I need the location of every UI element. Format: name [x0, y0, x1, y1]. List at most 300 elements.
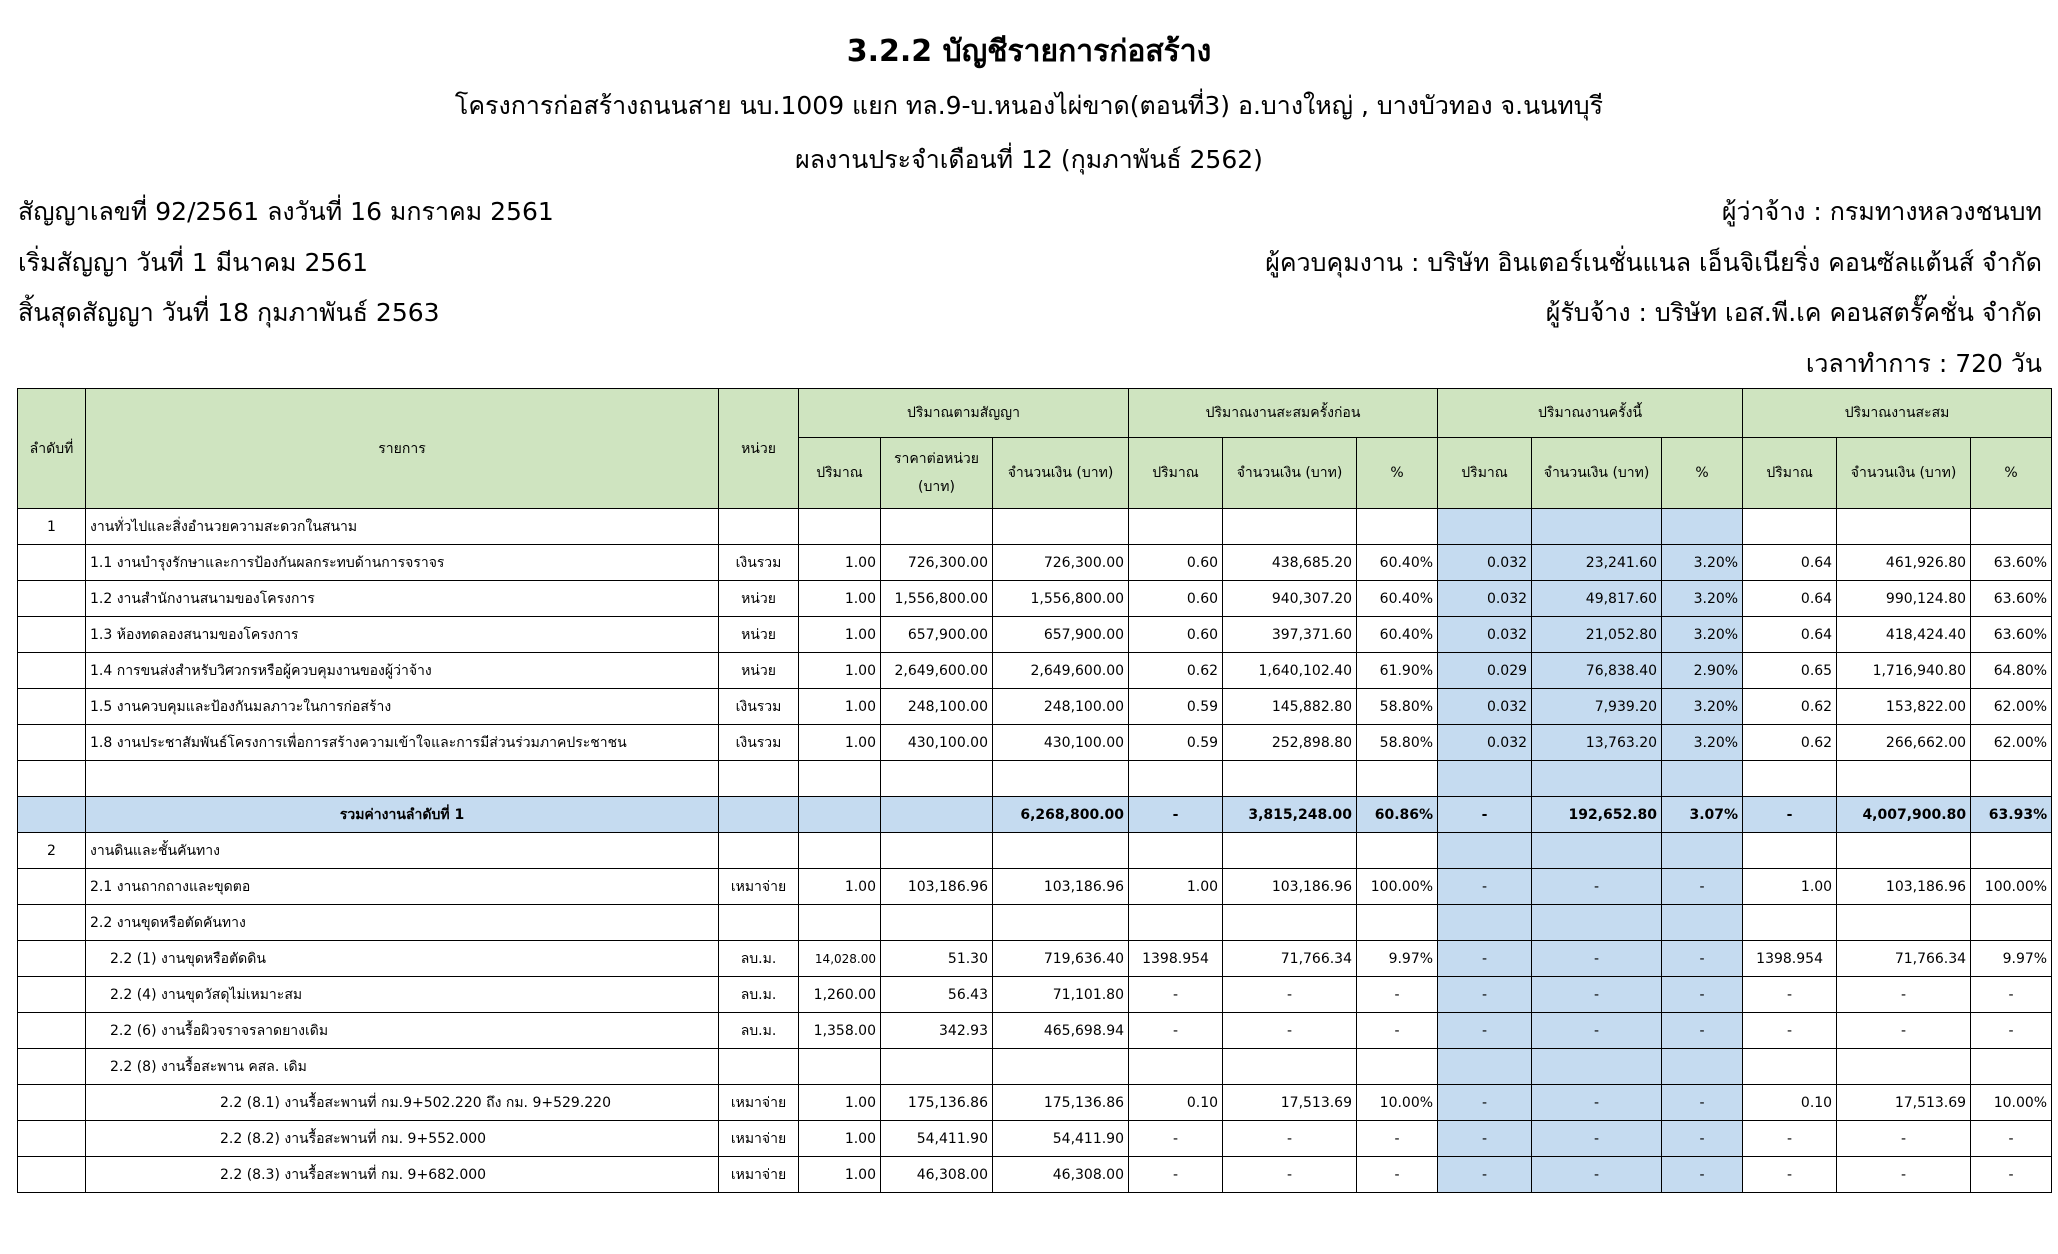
table-cell: 9.97% [1357, 941, 1438, 977]
table-cell: 0.032 [1438, 689, 1532, 725]
table-cell: 3.20% [1662, 581, 1743, 617]
table-cell [1837, 905, 1971, 941]
table-cell [18, 977, 86, 1013]
table-cell: - [1743, 797, 1837, 833]
table-cell: 0.032 [1438, 617, 1532, 653]
table-cell: 1.4 การขนส่งสำหรับวิศวกรหรือผู้ควบคุมงานของผู้ว่าจ้าง [86, 653, 719, 689]
table-cell: 192,652.80 [1532, 797, 1662, 833]
table-cell: 46,308.00 [993, 1157, 1129, 1193]
table-cell: - [1532, 1121, 1662, 1157]
table-cell: 1,260.00 [799, 977, 881, 1013]
table-cell [881, 509, 993, 545]
table-cell [18, 761, 86, 797]
table-cell [18, 653, 86, 689]
table-cell [1743, 905, 1837, 941]
table-row [18, 1049, 2052, 1085]
table-cell [1357, 833, 1438, 869]
table-cell: เหมาจ่าย [719, 1085, 799, 1121]
table-cell: - [1743, 1157, 1837, 1193]
table-cell [1357, 1049, 1438, 1085]
table-cell [719, 905, 799, 941]
table-cell: 2.2 (8) งานรื้อสะพาน คสล. เดิม [86, 1049, 719, 1085]
table-cell: - [1971, 1013, 2052, 1049]
table-cell [18, 689, 86, 725]
contract-end: สิ้นสุดสัญญา วันที่ 18 กุมภาพันธ์ 2563 [18, 298, 440, 327]
table-cell [1223, 905, 1357, 941]
table-cell: - [1662, 869, 1743, 905]
table-row [18, 617, 2052, 653]
table-cell: 0.60 [1129, 545, 1223, 581]
table-cell: 63.60% [1971, 545, 2052, 581]
table-cell: 248,100.00 [993, 689, 1129, 725]
table-cell: - [1438, 797, 1532, 833]
table-cell: 1.00 [799, 869, 881, 905]
table-cell: - [1438, 1121, 1532, 1157]
table-cell: - [1532, 1157, 1662, 1193]
table-cell: 1,640,102.40 [1223, 653, 1357, 689]
col-no-header: ลำดับที่ [18, 389, 86, 509]
table-cell: 266,662.00 [1837, 725, 1971, 761]
table-cell [1743, 833, 1837, 869]
table-cell [1971, 509, 2052, 545]
col-amount-header: จำนวนเงิน (บาท) [993, 438, 1129, 509]
table-cell: - [1971, 977, 2052, 1013]
table-cell: 100.00% [1971, 869, 2052, 905]
table-cell: 0.032 [1438, 581, 1532, 617]
table-cell: - [1438, 977, 1532, 1013]
col-amount-header: จำนวนเงิน (บาท) [1532, 438, 1662, 509]
table-cell [1357, 761, 1438, 797]
table-cell: 3.20% [1662, 545, 1743, 581]
table-cell [18, 797, 86, 833]
table-cell: 175,136.86 [881, 1085, 993, 1121]
table-cell: 0.64 [1743, 581, 1837, 617]
table-cell: 71,766.34 [1223, 941, 1357, 977]
table-cell: 2.2 (8.3) งานรื้อสะพานที่ กม. 9+682.000 [86, 1157, 719, 1193]
table-cell: 2.2 (8.2) งานรื้อสะพานที่ กม. 9+552.000 [86, 1121, 719, 1157]
table-cell: 7,939.20 [1532, 689, 1662, 725]
table-cell: 430,100.00 [881, 725, 993, 761]
table-row [18, 545, 2052, 581]
table-cell: 103,186.96 [1223, 869, 1357, 905]
table-cell [1223, 1049, 1357, 1085]
table-cell: 13,763.20 [1532, 725, 1662, 761]
table-cell: 1.00 [799, 581, 881, 617]
col-qty-header: ปริมาณ [1743, 438, 1837, 509]
table-cell: เงินรวม [719, 545, 799, 581]
table-cell: 0.64 [1743, 545, 1837, 581]
table-cell: 0.65 [1743, 653, 1837, 689]
table-cell: 248,100.00 [881, 689, 993, 725]
table-cell: 1.3 ห้องทดลองสนามของโครงการ [86, 617, 719, 653]
group-cumulative-header: ปริมาณงานสะสม [1743, 389, 2052, 438]
table-cell: - [1837, 1013, 1971, 1049]
col-qty-header: ปริมาณ [1438, 438, 1532, 509]
table-cell: 9.97% [1971, 941, 2052, 977]
table-cell [1743, 761, 1837, 797]
table-cell: 51.30 [881, 941, 993, 977]
table-cell: 6,268,800.00 [993, 797, 1129, 833]
table-row [18, 1121, 2052, 1157]
table-cell: 0.10 [1743, 1085, 1837, 1121]
col-percent-header: % [1662, 438, 1743, 509]
table-cell: ลบ.ม. [719, 941, 799, 977]
group-previous-header: ปริมาณงานสะสมครั้งก่อน [1129, 389, 1438, 438]
table-cell: - [1438, 1157, 1532, 1193]
table-cell: 4,007,900.80 [1837, 797, 1971, 833]
table-row [18, 509, 2052, 545]
table-cell [1532, 905, 1662, 941]
working-duration: เวลาทำการ : 720 วัน [1805, 349, 2042, 378]
table-cell: 103,186.96 [1837, 869, 1971, 905]
table-cell: เหมาจ่าย [719, 869, 799, 905]
table-cell: 54,411.90 [881, 1121, 993, 1157]
table-cell [1357, 509, 1438, 545]
col-item-header: รายการ [86, 389, 719, 509]
col-percent-header: % [1971, 438, 2052, 509]
table-cell: 726,300.00 [881, 545, 993, 581]
table-cell [1223, 833, 1357, 869]
table-cell: 60.40% [1357, 581, 1438, 617]
table-cell: - [1662, 1085, 1743, 1121]
table-cell: - [1357, 1121, 1438, 1157]
table-cell [799, 1049, 881, 1085]
project-name: โครงการก่อสร้างถนนสาย นบ.1009 แยก ทล.9-บ.หนองไผ่ขาด(ตอนที่3) อ.บางใหญ่ , บางบัวทอง จ.นนทบุรี [454, 91, 1604, 120]
table-cell [1532, 833, 1662, 869]
table-cell: - [1129, 1121, 1223, 1157]
table-cell [1129, 1049, 1223, 1085]
table-cell: 1,556,800.00 [993, 581, 1129, 617]
table-cell: - [1223, 1013, 1357, 1049]
table-cell [993, 905, 1129, 941]
table-cell [86, 761, 719, 797]
table-row [18, 941, 2052, 977]
table-cell: 63.60% [1971, 617, 2052, 653]
report-period: ผลงานประจำเดือนที่ 12 (กุมภาพันธ์ 2562) [795, 145, 1263, 174]
table-cell: 60.40% [1357, 545, 1438, 581]
table-cell [881, 797, 993, 833]
table-cell: - [1532, 941, 1662, 977]
table-cell [1532, 1049, 1662, 1085]
table-cell: - [1662, 1013, 1743, 1049]
table-cell [881, 833, 993, 869]
table-cell: - [1971, 1121, 2052, 1157]
table-cell: - [1357, 1013, 1438, 1049]
table-cell [18, 905, 86, 941]
table-cell [719, 797, 799, 833]
table-cell [1662, 761, 1743, 797]
col-unit-header: หน่วย [719, 389, 799, 509]
table-cell: - [1971, 1157, 2052, 1193]
table-cell: หน่วย [719, 653, 799, 689]
table-cell [18, 1157, 86, 1193]
table-cell: - [1743, 977, 1837, 1013]
col-qty-header: ปริมาณ [1129, 438, 1223, 509]
table-cell [1837, 761, 1971, 797]
table-cell: 430,100.00 [993, 725, 1129, 761]
table-cell: 145,882.80 [1223, 689, 1357, 725]
table-cell: - [1129, 1157, 1223, 1193]
table-cell: งานทั่วไปและสิ่งอำนวยความสะดวกในสนาม [86, 509, 719, 545]
table-cell [719, 1049, 799, 1085]
table-cell: 2,649,600.00 [993, 653, 1129, 689]
table-row [18, 833, 2052, 869]
table-cell [719, 761, 799, 797]
table-cell [18, 725, 86, 761]
table-cell: 3.20% [1662, 725, 1743, 761]
table-cell: - [1129, 977, 1223, 1013]
table-cell [993, 761, 1129, 797]
table-cell: 3.07% [1662, 797, 1743, 833]
table-cell [18, 545, 86, 581]
table-cell: 2,649,600.00 [881, 653, 993, 689]
table-cell: 0.64 [1743, 617, 1837, 653]
table-row [18, 689, 2052, 725]
table-cell: 71,101.80 [993, 977, 1129, 1013]
table-cell: 1.00 [799, 653, 881, 689]
table-row [18, 1013, 2052, 1049]
table-cell [1837, 509, 1971, 545]
document-title: 3.2.2 บัญชีรายการก่อสร้าง [846, 34, 1212, 69]
table-cell: 1,716,940.80 [1837, 653, 1971, 689]
table-cell: 60.86% [1357, 797, 1438, 833]
table-cell [18, 581, 86, 617]
table-cell: 1,358.00 [799, 1013, 881, 1049]
table-cell [1662, 833, 1743, 869]
table-cell: 64.80% [1971, 653, 2052, 689]
table-row [18, 653, 2052, 689]
table-cell: - [1438, 1085, 1532, 1121]
table-cell: 63.60% [1971, 581, 2052, 617]
table-cell [1129, 833, 1223, 869]
table-cell: 0.032 [1438, 725, 1532, 761]
table-cell: 61.90% [1357, 653, 1438, 689]
table-cell: 23,241.60 [1532, 545, 1662, 581]
table-cell: - [1438, 1013, 1532, 1049]
table-cell: 1.5 งานควบคุมและป้องกันมลภาวะในการก่อสร้าง [86, 689, 719, 725]
table-cell: 465,698.94 [993, 1013, 1129, 1049]
table-cell [1837, 1049, 1971, 1085]
table-cell [1438, 833, 1532, 869]
table-cell: 0.62 [1129, 653, 1223, 689]
table-cell: 49,817.60 [1532, 581, 1662, 617]
bill-of-quantities-table [17, 388, 2052, 1193]
table-cell: เหมาจ่าย [719, 1121, 799, 1157]
table-cell: 1.2 งานสำนักงานสนามของโครงการ [86, 581, 719, 617]
table-cell: 1.00 [799, 725, 881, 761]
table-cell [719, 509, 799, 545]
table-cell [1971, 833, 2052, 869]
table-cell: - [1662, 1121, 1743, 1157]
table-cell: - [1743, 1121, 1837, 1157]
table-cell [1357, 905, 1438, 941]
table-cell [881, 905, 993, 941]
table-cell: 1.00 [799, 617, 881, 653]
table-cell: 1.00 [1129, 869, 1223, 905]
table-cell: 56.43 [881, 977, 993, 1013]
table-cell: 1.00 [799, 1121, 881, 1157]
table-cell: 2.1 งานถากถางและขุดตอ [86, 869, 719, 905]
table-cell: 62.00% [1971, 689, 2052, 725]
table-row [18, 725, 2052, 761]
table-body [18, 509, 2052, 1193]
table-cell: 0.032 [1438, 545, 1532, 581]
table-cell: 153,822.00 [1837, 689, 1971, 725]
table-cell [993, 509, 1129, 545]
table-cell: 0.60 [1129, 581, 1223, 617]
table-cell: 2.2 (1) งานขุดหรือตัดดิน [86, 941, 719, 977]
table-cell: 2.2 (8.1) งานรื้อสะพานที่ กม.9+502.220 ถึง กม. 9+529.220 [86, 1085, 719, 1121]
contract-start: เริ่มสัญญา วันที่ 1 มีนาคม 2561 [18, 248, 369, 277]
table-cell: 60.40% [1357, 617, 1438, 653]
table-cell: 657,900.00 [993, 617, 1129, 653]
table-cell [993, 1049, 1129, 1085]
contractor: ผู้รับจ้าง : บริษัท เอส.พี.เค คอนสตรั๊คชั่น จำกัด [1545, 298, 2042, 327]
group-current-header: ปริมาณงานครั้งนี้ [1438, 389, 1743, 438]
header-row-groups [18, 389, 2052, 438]
table-cell: 0.60 [1129, 617, 1223, 653]
table-cell: 1.00 [799, 1157, 881, 1193]
table-cell: 100.00% [1357, 869, 1438, 905]
table-cell: 397,371.60 [1223, 617, 1357, 653]
table-cell: 0.62 [1743, 725, 1837, 761]
table-cell: 62.00% [1971, 725, 2052, 761]
table-cell [1662, 905, 1743, 941]
table-cell: - [1129, 1013, 1223, 1049]
table-cell: - [1438, 941, 1532, 977]
table-cell [18, 1121, 86, 1157]
table-cell: หน่วย [719, 617, 799, 653]
table-cell: 54,411.90 [993, 1121, 1129, 1157]
table-cell: 3.20% [1662, 617, 1743, 653]
table-cell: 10.00% [1971, 1085, 2052, 1121]
table-row [18, 761, 2052, 797]
table-cell [1837, 833, 1971, 869]
table-cell [1438, 1049, 1532, 1085]
table-cell: - [1662, 977, 1743, 1013]
table-cell [18, 869, 86, 905]
table-cell [1438, 509, 1532, 545]
table-cell [18, 1013, 86, 1049]
table-cell: 2.90% [1662, 653, 1743, 689]
table-cell [799, 905, 881, 941]
table-cell: 103,186.96 [993, 869, 1129, 905]
table-cell: - [1357, 1157, 1438, 1193]
table-cell: 1398.954 [1743, 941, 1837, 977]
col-qty-header: ปริมาณ [799, 438, 881, 509]
table-cell: 1398.954 [1129, 941, 1223, 977]
table-cell: เงินรวม [719, 689, 799, 725]
employer: ผู้ว่าจ้าง : กรมทางหลวงชนบท [1721, 197, 2042, 226]
table-cell [1971, 1049, 2052, 1085]
table-cell: - [1662, 941, 1743, 977]
col-percent-header: % [1357, 438, 1438, 509]
table-row [18, 977, 2052, 1013]
col-unit-price-header: ราคาต่อหน่วย (บาท) [881, 438, 993, 509]
table-cell: เงินรวม [719, 725, 799, 761]
table-row [18, 905, 2052, 941]
table-cell: 461,926.80 [1837, 545, 1971, 581]
table-cell: 726,300.00 [993, 545, 1129, 581]
table-row [18, 1085, 2052, 1121]
table-cell [719, 833, 799, 869]
table-cell: - [1837, 1157, 1971, 1193]
table-row [18, 581, 2052, 617]
table-cell: 1 [18, 509, 86, 545]
table-cell: 657,900.00 [881, 617, 993, 653]
table-cell: 2.2 งานขุดหรือตัดคันทาง [86, 905, 719, 941]
subtotal-row [18, 797, 2052, 833]
table-cell [799, 833, 881, 869]
table-cell [799, 509, 881, 545]
table-cell: 58.80% [1357, 689, 1438, 725]
table-cell: 1.00 [799, 545, 881, 581]
table-cell: ลบ.ม. [719, 1013, 799, 1049]
table-cell: 14,028.00 [799, 941, 881, 977]
table-cell: - [1837, 1121, 1971, 1157]
table-cell: 0.59 [1129, 689, 1223, 725]
table-cell [1129, 509, 1223, 545]
table-cell [1438, 905, 1532, 941]
table-cell [1223, 761, 1357, 797]
table-cell: 175,136.86 [993, 1085, 1129, 1121]
table-cell: หน่วย [719, 581, 799, 617]
table-cell: 21,052.80 [1532, 617, 1662, 653]
table-cell [18, 941, 86, 977]
table-cell: 1,556,800.00 [881, 581, 993, 617]
table-cell: ลบ.ม. [719, 977, 799, 1013]
table-cell: - [1662, 1157, 1743, 1193]
table-cell [18, 1085, 86, 1121]
table-cell [1971, 905, 2052, 941]
table-cell: 719,636.40 [993, 941, 1129, 977]
table-cell [881, 1049, 993, 1085]
table-cell [1129, 905, 1223, 941]
table-cell: 46,308.00 [881, 1157, 993, 1193]
table-cell [1662, 509, 1743, 545]
table-cell [1662, 1049, 1743, 1085]
table-cell: - [1223, 1121, 1357, 1157]
table-cell: 76,838.40 [1532, 653, 1662, 689]
col-amount-header: จำนวนเงิน (บาท) [1837, 438, 1971, 509]
col-amount-header: จำนวนเงิน (บาท) [1223, 438, 1357, 509]
table-cell: งานดินและชั้นคันทาง [86, 833, 719, 869]
table-cell [1971, 761, 2052, 797]
table-cell: รวมค่างานลำดับที่ 1 [86, 797, 719, 833]
table-row [18, 869, 2052, 905]
table-cell: 0.59 [1129, 725, 1223, 761]
table-cell: 1.8 งานประชาสัมพันธ์โครงการเพื่อการสร้างความเข้าใจและการมีส่วนร่วมภาคประชาชน [86, 725, 719, 761]
contract-number: สัญญาเลขที่ 92/2561 ลงวันที่ 16 มกราคม 2561 [18, 197, 554, 226]
table-cell: 940,307.20 [1223, 581, 1357, 617]
table-cell: 63.93% [1971, 797, 2052, 833]
table-cell: - [1438, 869, 1532, 905]
table-cell: 3.20% [1662, 689, 1743, 725]
table-cell: 0.62 [1743, 689, 1837, 725]
table-cell [18, 1049, 86, 1085]
table-cell: - [1223, 1157, 1357, 1193]
table-cell: 58.80% [1357, 725, 1438, 761]
table-cell: - [1743, 1013, 1837, 1049]
table-cell: - [1357, 977, 1438, 1013]
group-contract-header: ปริมาณตามสัญญา [799, 389, 1129, 438]
table-cell [1743, 509, 1837, 545]
table-cell: 17,513.69 [1837, 1085, 1971, 1121]
table-cell: - [1532, 977, 1662, 1013]
table-cell: 0.10 [1129, 1085, 1223, 1121]
table-cell: เหมาจ่าย [719, 1157, 799, 1193]
table-cell [881, 761, 993, 797]
